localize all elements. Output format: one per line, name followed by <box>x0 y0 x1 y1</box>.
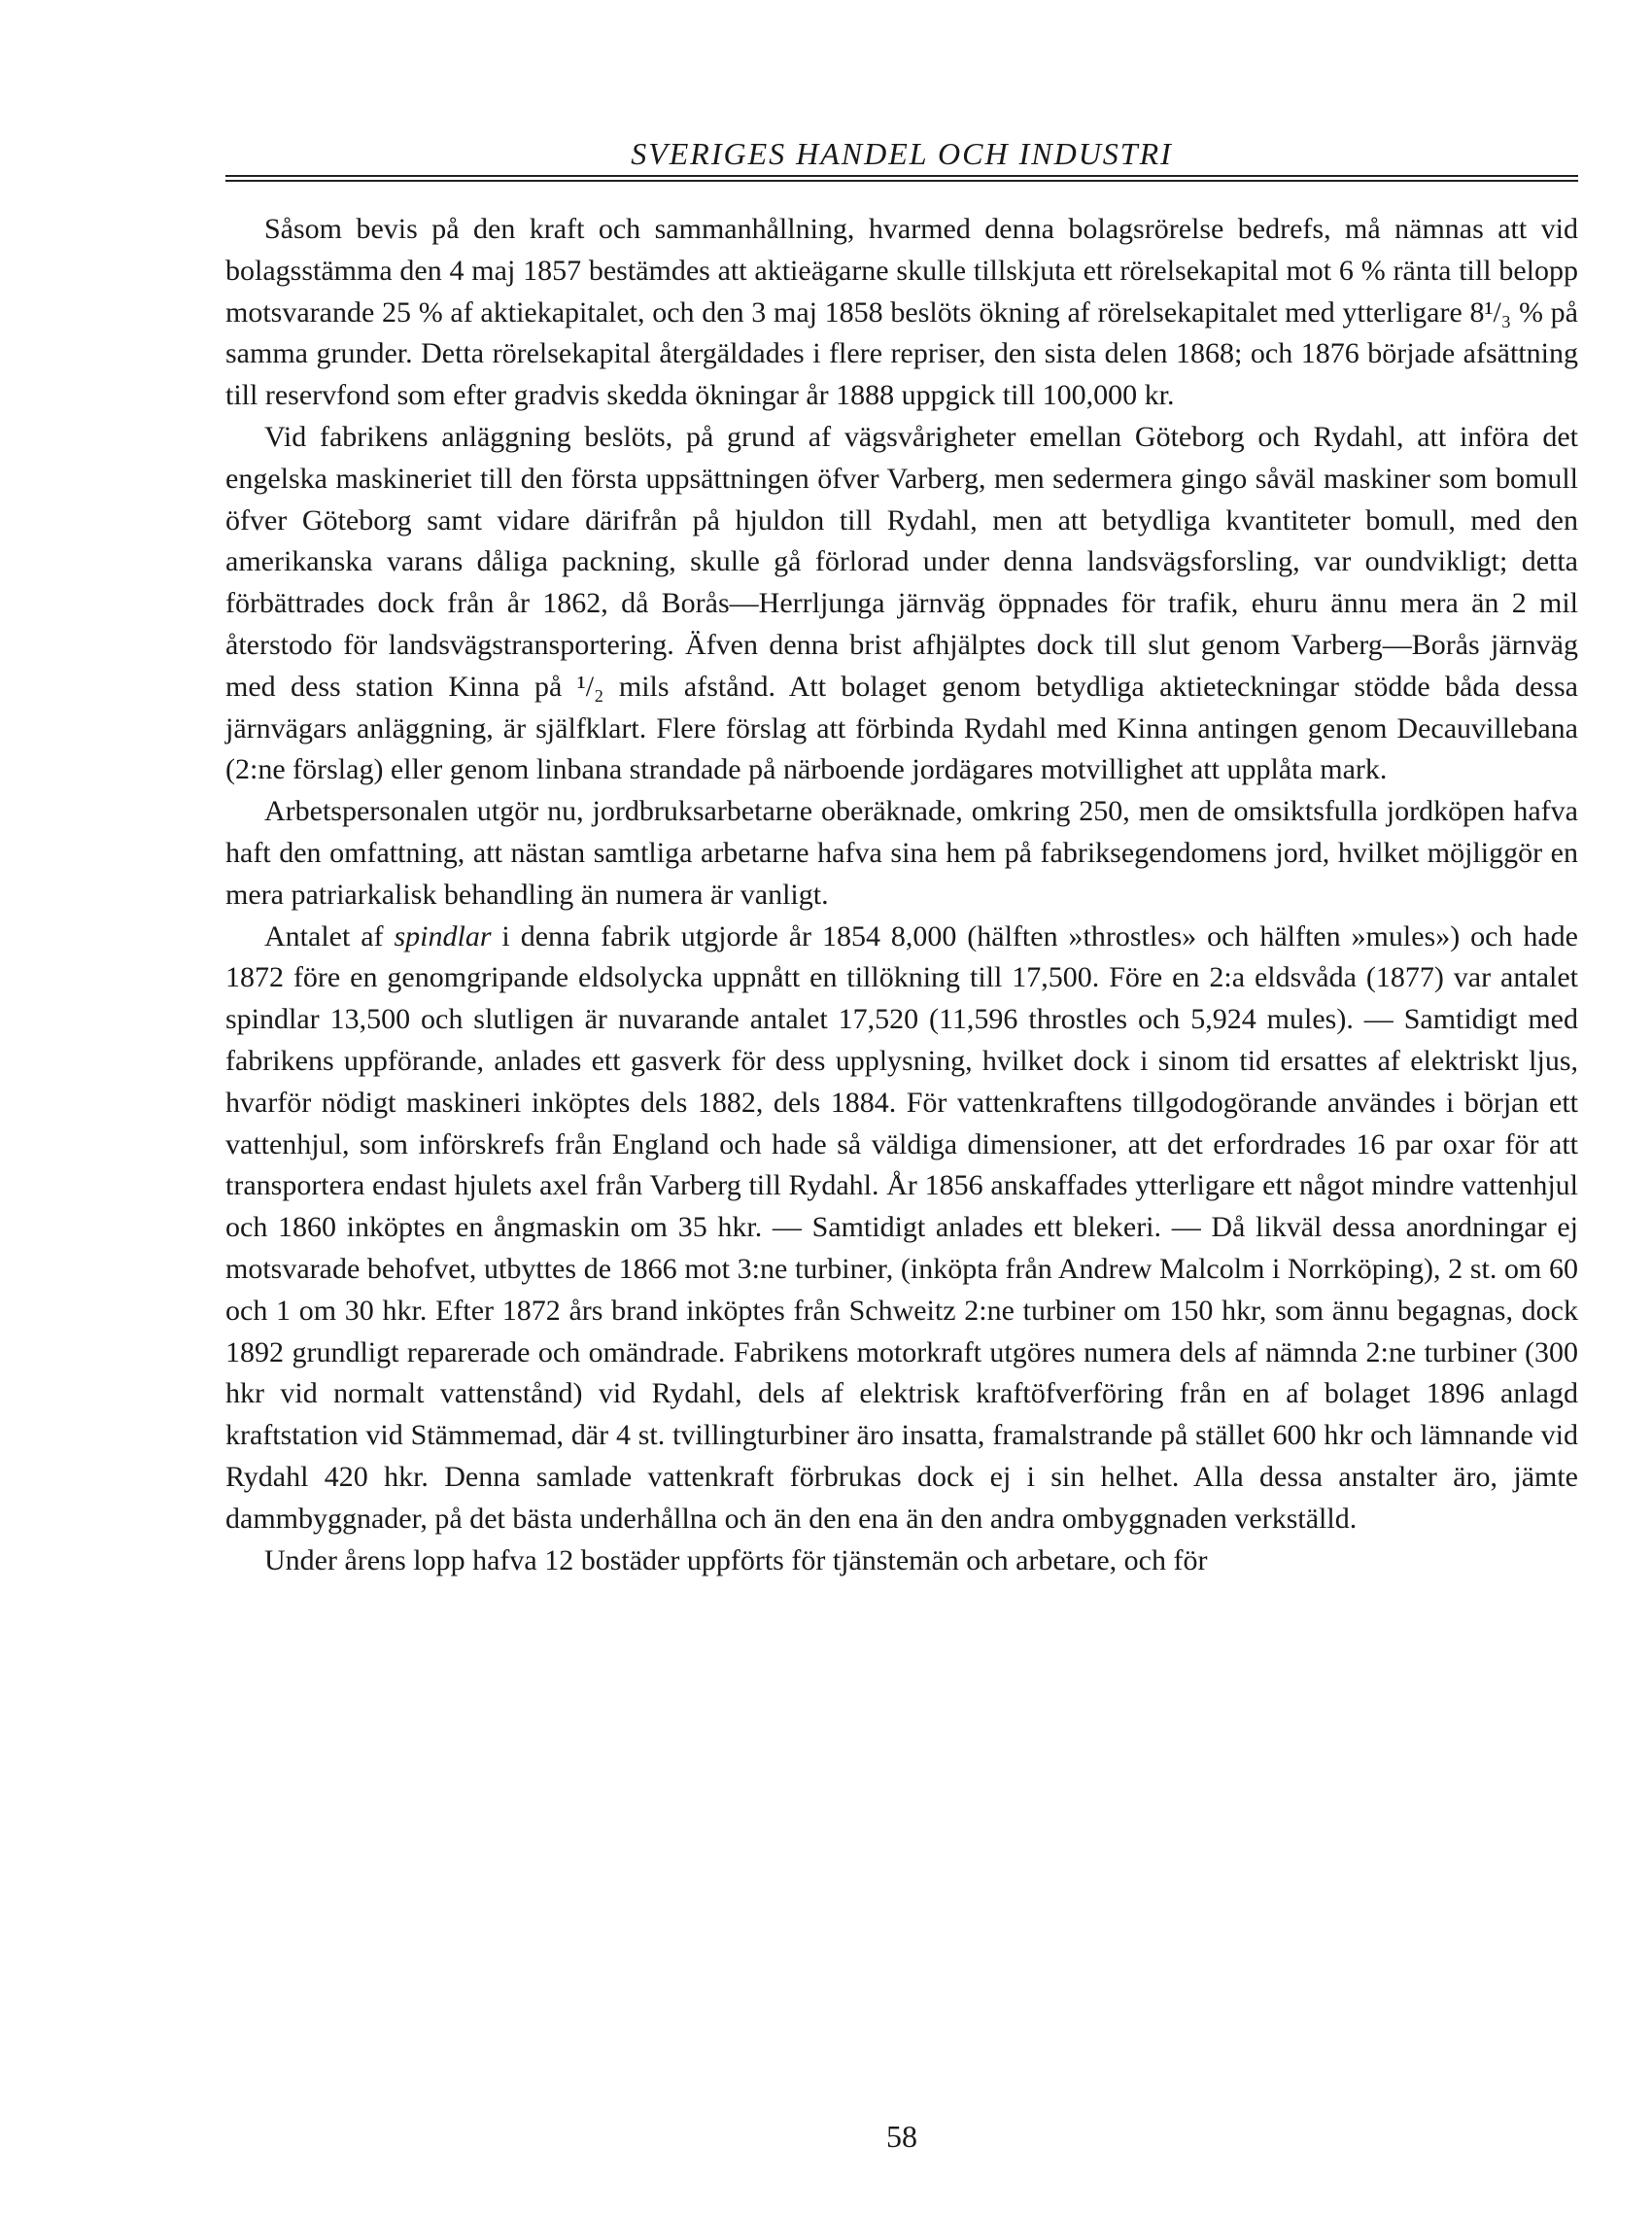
paragraph-4-emphasis: spindlar <box>394 919 492 952</box>
paragraph-3: Arbetspersonalen utgör nu, jordbruksarbetarne oberäknade, omkring 250, men de omsiktsfulla jordköpen hafva haft den omfattning, att nästan samtliga arbetarne hafva sina hem på fabriksegendomens jord, hvilket möjliggör en mera patriarkalisk behandling än numera är vanligt. <box>225 795 1578 911</box>
header-double-rule <box>225 175 1578 182</box>
running-title: SVERIGES HANDEL OCH INDUSTRI <box>631 136 1173 171</box>
page-number: 58 <box>886 2119 917 2154</box>
document-page <box>225 0 1578 2215</box>
paragraph-5: Under årens lopp hafva 12 bostäder uppförts för tjänstemän och arbetare, och för <box>264 1543 1208 1576</box>
body-text <box>225 209 1578 1581</box>
paragraph-2: Vid fabrikens anläggning beslöts, på grund af vägsvårigheter emellan Göteborg och Rydahl, att införa det engelska maskineriet till den första uppsättningen öfver Varberg, men sedermera gingo såväl maskiner som bomull öfver Göteborg samt vidare därifrån på hjuldon till Rydahl, men att betydliga kvantiteter bomull, med den amerikanska varans dåliga packning, skulle gå förlorad under denna landsvägsforsling, var oundvikligt; detta förbättrades dock från år 1862, då Borås—Herrljunga järnväg öppnades för trafik, ehuru ännu mera än 2 mil återstodo för landsvägstransportering. Äfven denna brist afhjälptes dock till slut genom Varberg—Borås järnväg med dess station Kinna på ¹/₂ mils afstånd. Att bolaget genom betydliga aktieteckningar stödde båda dessa järnvägars anläggning, är själfklart. Flere förslag att förbinda Rydahl med Kinna antingen genom Decauvillebana (2:ne förslag) eller genom linbana strandade på närboende jordägares motvillighet att upplåta mark. <box>225 420 1578 786</box>
paragraph-4-lead: Antalet af <box>264 919 395 952</box>
paragraph-1: Såsom bevis på den kraft och sammanhållning, hvarmed denna bolagsrörelse bedrefs, må nämnas att vid bolagsstämma den 4 maj 1857 bestämdes att aktieägarne skulle tillskjuta ett rörelsekapital mot 6 % ränta till belopp motsvarande 25 % af aktiekapitalet, och den 3 maj 1858 beslöts ökning af rörelsekapitalet med ytterligare 8¹/₃ % på samma grunder. Detta rörelsekapital återgäldades i flere repriser, den sista delen 1868; och 1876 började afsättning till reservfond som efter gradvis skedda ökningar år 1888 uppgick till 100,000 kr. <box>225 213 1578 412</box>
paragraph-4-rest: i denna fabrik utgjorde år 1854 8,000 (hälften »throstles» och hälften »mules») och hade 1872 före en genomgripande eldsolycka uppnått en tillökning till 17,500. Före en 2:a eldsvåda (1877) var antalet spindlar 13,500 och slutligen är nuvarande antalet 17,520 (11,596 throstles och 5,924 mules). — Samtidigt med fabrikens uppförande, anlades ett gasverk för dess upplysning, hvilket dock i sinom tid ersattes af elektriskt ljus, hvarför nödigt maskineri inköptes dels 1882, dels 1884. För vattenkraftens tillgodogörande användes i början ett vattenhjul, som införskrefs från England och hade så väldiga dimensioner, att det erfordrades 16 par oxar för att transportera endast hjulets axel från Varberg till Rydahl. År 1856 anskaffades ytterligare ett något mindre vattenhjul och 1860 inköptes en ångmaskin om 35 hkr. — Samtidigt anlades ett blekeri. — Då likväl dessa anordningar ej motsvarade behofvet, utbyttes de 1866 mot 3:ne turbiner, (inköpta från Andrew Malcolm i Norrköping), 2 st. om 60 och 1 om 30 hkr. Efter 1872 års brand inköptes från Schweitz 2:ne turbiner om 150 hkr, som ännu begagnas, dock 1892 grundligt reparerade och omändrade. Fabrikens motorkraft utgöres numera dels af nämnda 2:ne turbiner (300 hkr vid normalt vattenstånd) vid Rydahl, dels af elektrisk kraftöfverföring från en af bolaget 1896 anlagd kraftstation vid Stämmemad, där 4 st. tvillingturbiner äro insatta, framalstrande på stället 600 hkr och lämnande vid Rydahl 420 hkr. Denna samlade vattenkraft förbrukas dock ej i sin helhet. Alla dessa anstalter äro, jämte dammbyggnader, på det bästa underhållna och än den ena än den andra ombyggnaden verkställd. <box>225 919 1578 1535</box>
paragraph-4 <box>225 917 1578 1540</box>
